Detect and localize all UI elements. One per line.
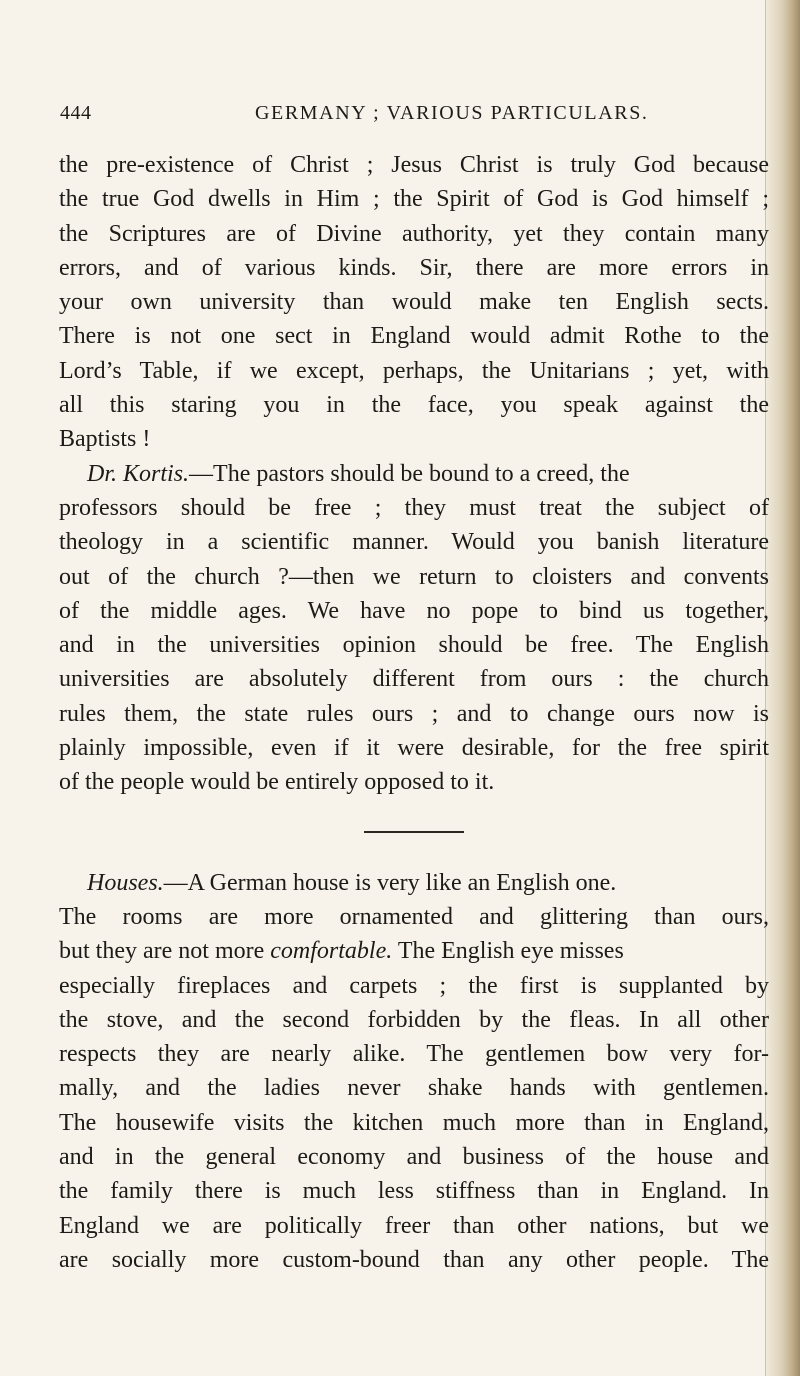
text-line: The housewife visits the kitchen much more than in England, [59,1109,769,1136]
text-line: especially fireplaces and carpets ; the first is supplanted by [59,972,769,999]
line-text: —The pastors should be bound to a creed, the [189,460,630,487]
text-line: the pre-existence of Christ ; Jesus Christ is truly God because [59,152,769,178]
text-line: the family there is much less stiffness than in England. In [59,1178,769,1205]
text-line: the Scriptures are of Divine authority, yet they contain many [59,220,769,247]
text-line: universities are absolutely different from ours : the church [59,666,769,693]
line-text: but they are not more [59,938,271,965]
text-line: plainly impossible, even if it were desirable, for the free spirit [59,735,769,762]
paragraph-2 [59,457,769,800]
page-number: 444 [60,102,92,124]
line-text: —A German house is very like an English one. [163,869,617,896]
text-line: mally, and the ladies never shake hands with gentlemen. [59,1075,769,1102]
italic-word: comfortable. [270,938,393,965]
text-line: errors, and of various kinds. Sir, there are more errors in [59,254,769,281]
text-line: theology in a scientific manner. Would you banish literature [59,529,769,556]
text-line: The rooms are more ornamented and glittering than ours, [59,903,769,930]
running-head: GERMANY ; VARIOUS PARTICULARS. [255,102,649,124]
speaker-name: Dr. Kortis. [87,460,190,487]
text-line: out of the church ?—then we return to cloisters and convents [59,563,769,590]
paragraph-1 [59,148,769,457]
body-text [59,148,769,1277]
text-line: rules them, the state rules ours ; and to change ours now is [59,700,769,727]
text-line: the stove, and the second forbidden by the fleas. In all other [59,1006,769,1033]
text-line: respects they are nearly alike. The gentlemen bow very for- [59,1041,769,1068]
text-line: England we are politically freer than other nations, but we [59,1212,769,1239]
section-heading: Houses. [87,869,164,896]
text-line: and in the general economy and business of the house and [59,1144,769,1171]
text-line: Baptists ! [59,426,151,453]
text-line: the true God dwells in Him ; the Spirit of God is God himself ; [59,186,769,213]
page-header [60,102,760,130]
text-line: of the people would be entirely opposed to it. [59,769,495,796]
text-line: professors should be free ; they must treat the subject of [59,494,769,521]
text-line [59,866,769,900]
paragraph-3 [59,866,769,1278]
text-line: and in the universities opinion should be free. The English [59,632,769,659]
text-line [59,934,769,968]
text-line: Lord’s Table, if we except, perhaps, the Unitarians ; yet, with [59,357,769,384]
page-edge-shadow [766,0,800,1376]
text-line [59,457,769,491]
text-line: your own university than would make ten English sects. [59,289,769,316]
line-text: The English eye misses [392,938,624,965]
text-line: of the middle ages. We have no pope to bind us together, [59,597,769,624]
text-line: are socially more custom-bound than any other people. The [59,1246,769,1273]
text-line: all this staring you in the face, you speak against the [59,392,769,419]
section-divider [364,831,464,833]
text-line: There is not one sect in England would admit Rothe to the [59,323,769,350]
